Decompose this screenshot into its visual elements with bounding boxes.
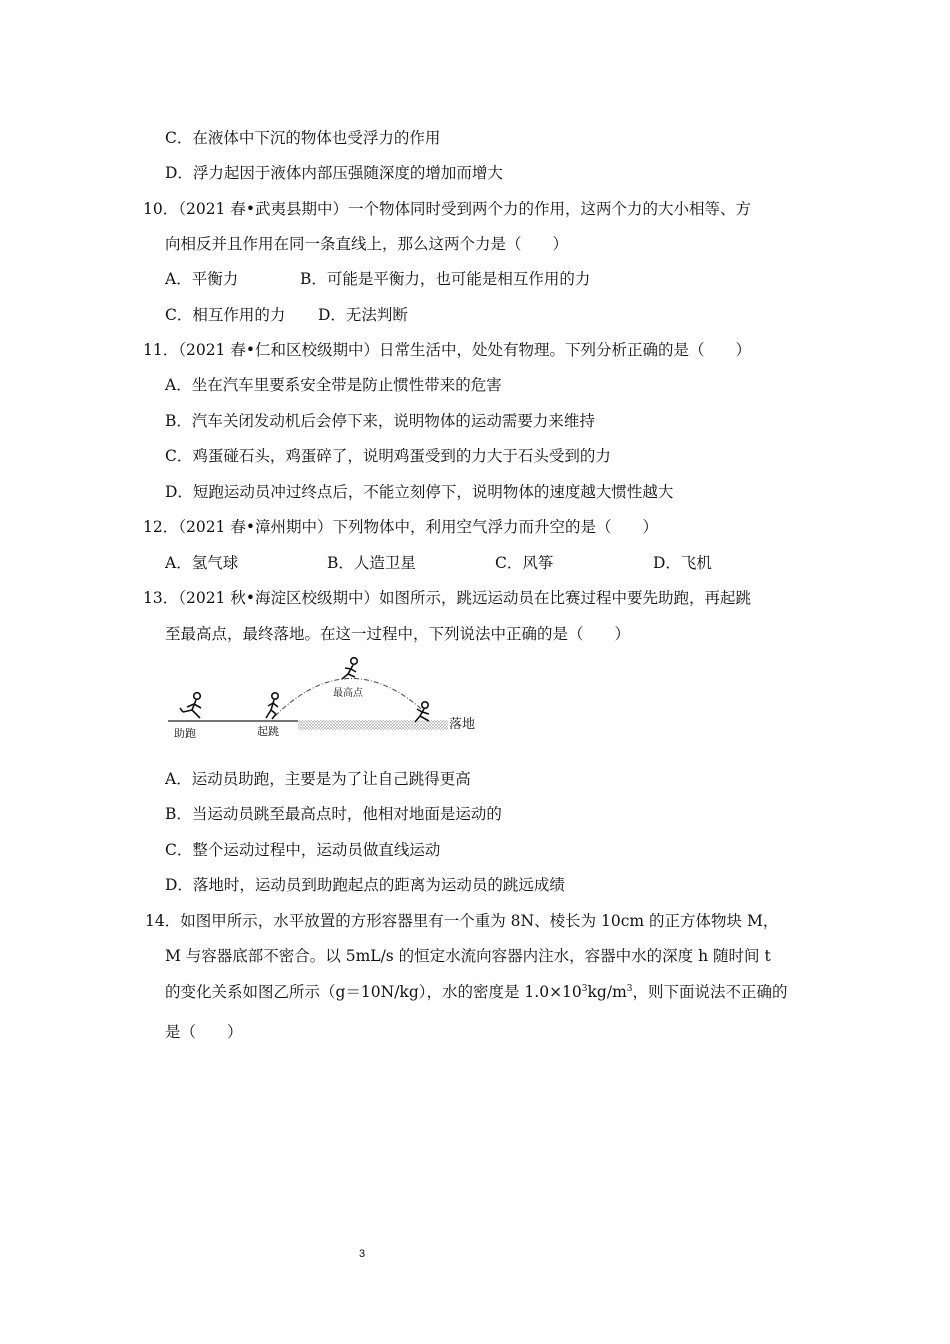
q13-stem-line2: 至最高点，最终落地。在这一过程中，下列说法中正确的是（ ） <box>165 625 631 643</box>
q10-option-d: D．无法判断 <box>318 306 408 324</box>
q9-option-c: C．在液体中下沉的物体也受浮力的作用 <box>165 129 441 147</box>
q11-option-c: C．鸡蛋碰石头，鸡蛋碎了，说明鸡蛋受到的力大于石头受到的力 <box>165 447 611 465</box>
q11-option-b: B．汽车关闭发动机后会停下来，说明物体的运动需要力来维持 <box>165 412 595 430</box>
q11-option-d: D．短跑运动员冲过终点后，不能立刻停下，说明物体的速度越大惯性越大 <box>165 483 674 501</box>
q13-option-b: B．当运动员跳至最高点时，他相对地面是运动的 <box>165 805 502 823</box>
q12-option-b: B．人造卫星 <box>327 554 416 572</box>
apex-figure <box>342 658 357 679</box>
q12-option-a: A．氢气球 <box>165 554 239 572</box>
q14-line3-part-c: ，则下面说法不正确的 <box>632 983 788 1001</box>
q14-line3-exp2: 3 <box>626 983 633 994</box>
label-takeoff: 起跳 <box>257 725 279 738</box>
q11-option-a: A．坐在汽车里要系安全带是防止惯性带来的危害 <box>165 376 502 394</box>
q10-stem-line1: 10．（2021 春•武夷县期中）一个物体同时受到两个力的作用，这两个力的大小相等、方 <box>143 200 751 218</box>
page-number: 3 <box>359 1248 366 1260</box>
q14-line3-exp1: 3 <box>581 983 588 994</box>
q10-option-c: C．相互作用的力 <box>165 306 286 324</box>
landing-figure <box>415 702 429 722</box>
q12-option-d: D．飞机 <box>653 554 712 572</box>
q13-stem-line1: 13．（2021 秋•海淀区校级期中）如图所示，跳远运动员在比赛过程中要先助跑，再起跳 <box>143 589 751 607</box>
label-landing: 落地 <box>449 717 476 732</box>
long-jump-figure <box>165 652 485 744</box>
q10-stem-line2: 向相反并且作用在同一条直线上，那么这两个力是（ ） <box>165 235 569 253</box>
runner-figure <box>180 693 201 718</box>
q14-stem-line3 <box>165 982 788 1002</box>
q14-stem-line1: 14．如图甲所示，水平放置的方形容器里有一个重为 8N、棱长为 10cm 的正方体物块 M， <box>145 912 779 930</box>
q10-option-b: B．可能是平衡力，也可能是相互作用的力 <box>300 270 591 288</box>
q14-line3-part-a: 的变化关系如图乙所示（g＝10N/kg），水的密度是 1.0×10 <box>165 983 582 1001</box>
q12-stem: 12．（2021 春•漳州期中）下列物体中，利用空气浮力而升空的是（ ） <box>143 518 658 536</box>
label-run: 助跑 <box>174 727 196 740</box>
sand-pit <box>298 720 448 730</box>
q14-line3-part-b: kg/m <box>587 983 627 1001</box>
q13-option-d: D．落地时，运动员到助跑起点的距离为运动员的跳远成绩 <box>165 876 565 894</box>
q13-option-a: A．运动员助跑，主要是为了让自己跳得更高 <box>165 770 471 788</box>
q13-option-c: C．整个运动过程中，运动员做直线运动 <box>165 841 441 859</box>
q10-option-a: A．平衡力 <box>165 270 239 288</box>
q11-stem: 11．（2021 春•仁和区校级期中）日常生活中，处处有物理。下列分析正确的是（ ） <box>143 341 751 359</box>
q9-option-d: D．浮力起因于液体内部压强随深度的增加而增大 <box>165 164 503 182</box>
q14-stem-line2: M 与容器底部不密合。以 5mL/s 的恒定水流向容器内注水，容器中水的深度 h 随时间 t <box>165 947 771 965</box>
label-apex: 最高点 <box>333 688 363 699</box>
q12-option-c: C．风筝 <box>495 554 554 572</box>
q14-stem-line4: 是（ ） <box>165 1023 243 1041</box>
